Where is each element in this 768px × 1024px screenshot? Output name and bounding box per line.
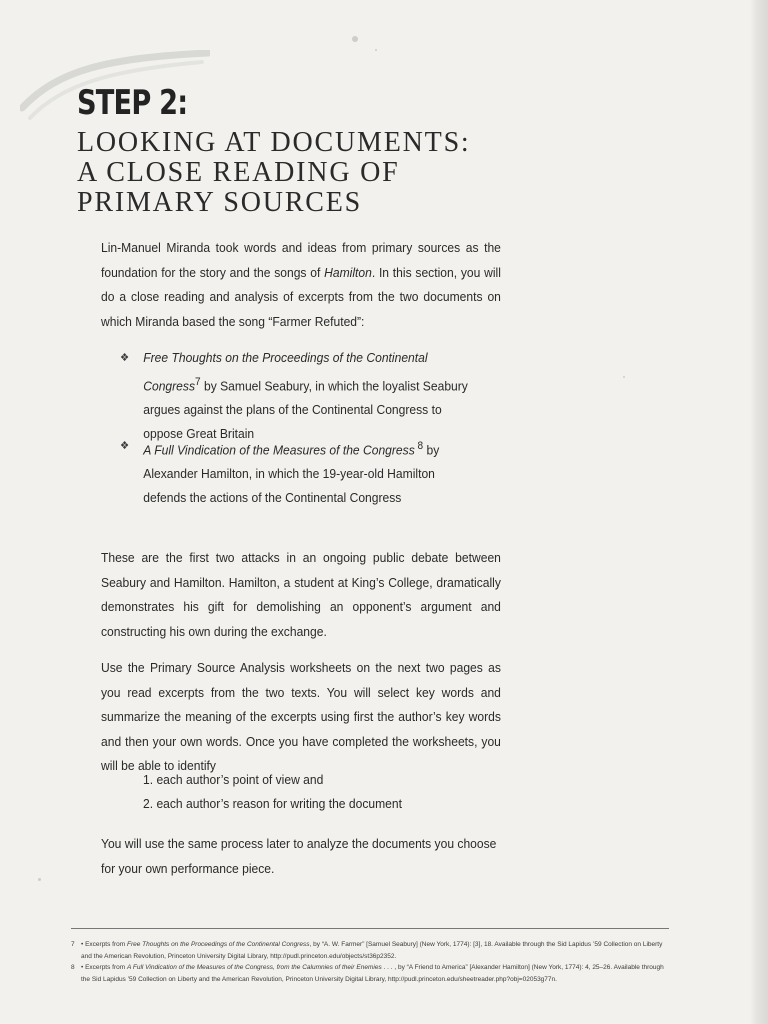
worksheet-text: Use the Primary Source Analysis worksheets on the next two pages as you read excerpts from the two texts. You will select key words and summarize the meaning of the excerpts using first the author’s key words and then your own words. Once you have completed the worksheets, you will be able to identify: [101, 660, 501, 773]
identification-item: 2. each author’s reason for writing the document: [143, 796, 402, 811]
footnote-item: [71, 939, 671, 962]
diamond-bullet-icon: ❖: [120, 352, 130, 364]
identification-list: [143, 768, 478, 816]
footnotes: [71, 939, 671, 985]
debate-text: These are the first two attacks in an ongoing public debate between Seabury and Hamilton. Hamilton, a student at King’s College, dramatically demonstrates his gift for demolishing an opponent’s argument and constructing his own during the exchange.: [101, 550, 501, 639]
footnote-divider: [71, 928, 669, 929]
step-title: STEP 2:: [77, 83, 188, 123]
intro-title: Hamilton: [324, 264, 372, 280]
section-title-line-3: PRIMARY SOURCES: [77, 187, 363, 218]
footnote-citation: . . . , by “A Friend to America” [Alexander Hamilton] (New York, 1774): 4, 25–26. Available through the Sid Lapidus ’59 Collection on Liberty and the American Revolution, Princeton University Digital Library, http://pudl.princeton.edu/sheetreader.php?obj=02053g77n.: [81, 964, 664, 983]
identification-item: 1. each author’s point of view and: [143, 772, 324, 787]
footnote-prefix: • Excerpts from: [81, 964, 127, 971]
scan-speck: [623, 376, 625, 378]
section-title: [77, 128, 471, 218]
intro-text: [101, 236, 501, 334]
source-description: [143, 434, 473, 510]
source-description: [143, 346, 473, 446]
footnote-citation: , by “A. W. Farmer” [Samuel Seabury] (New York, 1774): [3], 18. Available through the Sid Lapidus ’59 Collection on Liberty and the American Revolution, Princeton University Digital Library, http://pudl.princeton.edu/objects/st36p2352.: [81, 941, 663, 960]
source-title: Free Thoughts on the Proceedings of the Continental Congress: [143, 350, 428, 394]
scan-speck: [352, 36, 358, 42]
footnote-reference: 7: [194, 376, 201, 388]
section-title-line-2: A CLOSE READING OF: [77, 157, 400, 188]
footnote-prefix: • Excerpts from: [81, 941, 127, 948]
footnote-number: 7: [71, 941, 75, 948]
footnote-reference: 8: [414, 440, 424, 452]
process-paragraph: [101, 832, 501, 881]
footnote-item: [71, 962, 671, 985]
source-summary: by Samuel Seabury, in which the loyalist Seabury argues against the plans of the Continental Congress to oppose Great Britain: [143, 378, 468, 442]
worksheet-paragraph: [101, 656, 501, 779]
source-title: A Full Vindication of the Measures of the Congress: [143, 442, 415, 458]
footnote-source-title: A Full Vindication of the Measures of the Congress, from the Calumnies of their Enemies: [126, 964, 382, 971]
scan-speck: [38, 878, 41, 881]
source-summary: by Alexander Hamilton, in which the 19-year-old Hamilton defends the actions of the Continental Congress: [143, 442, 440, 506]
footnote-source-title: Free Thoughts on the Proceedings of the Continental Congress: [126, 941, 310, 948]
debate-paragraph: [101, 546, 501, 644]
intro-paragraph: [101, 236, 501, 334]
scan-edge-shadow: [750, 0, 768, 1024]
process-text: You will use the same process later to analyze the documents you choose for your own performance piece.: [101, 836, 497, 876]
intro-prefix: Lin-Manuel Miranda took words and ideas from primary sources as the foundation for the story and the songs of: [101, 240, 501, 280]
section-title-line-1: LOOKING AT DOCUMENTS:: [77, 127, 471, 158]
diamond-bullet-icon: ❖: [120, 440, 130, 452]
scan-speck: [375, 49, 377, 51]
intro-suffix: . In this section, you will do a close reading and analysis of excerpts from the two documents on which Miranda based the song “Farmer Refuted”:: [101, 264, 501, 329]
footnote-number: 8: [71, 964, 75, 971]
